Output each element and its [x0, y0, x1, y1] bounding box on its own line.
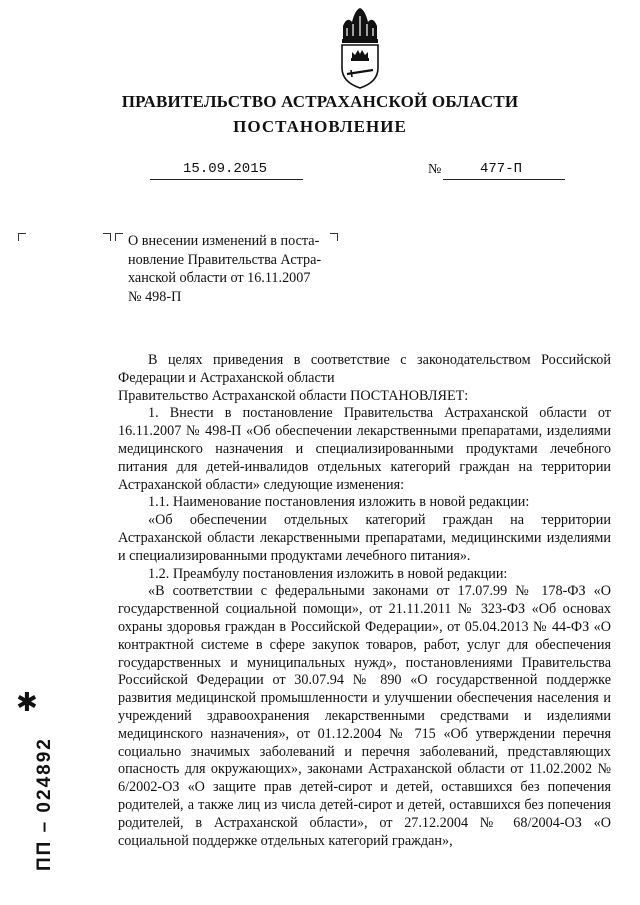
document-body [118, 352, 611, 850]
subject-line: № 498-П [128, 288, 182, 305]
body-paragraph: «В соответствии с федеральными законами от 17.07.99 № 178-ФЗ «О государственной социальной помощи», от 21.11.2011 № 323-ФЗ «Об основах охраны здоровья граждан в Российской Федерации», от 05.04.2013 № 44-ФЗ «О контрактной системе в сфере закупок товаров, работ, услуг для обеспечения государственных и муниципальных нужд», постановлениями Правительства Российской Федерации от 30.07.94 № 890 «О государственной поддержке развития медицинской промышленности и улучшении обеспечения населения и учреждений здравоохранения лекарственными средствами и изделиями медицинского назначения», от 01.12.2004 № 715 «Об утверждении перечня социально значимых заболеваний и перечня заболеваний, представляющих опасность для окружающих», законами Астраханской области от 11.02.2002 № 6/2002-ОЗ «О защите прав детей-сирот и детей, оставшихся без попечения родителей, а также лиц из числа детей-сирот и детей, оставшихся без попечения родителей, в Астраханской области», от 27.12.2004 № 68/2004-ОЗ «О социальной поддержке отдельных категорий граждан», [118, 583, 611, 849]
subject-block [128, 232, 348, 306]
document-type: ПОСТАНОВЛЕНИЕ [233, 117, 407, 136]
body-paragraph: 1.2. Преамбулу постановления изложить в новой редакции: [148, 565, 508, 582]
bracket-left-corner [115, 233, 123, 241]
serial-mark: ✱ [16, 688, 38, 718]
subject-line: О внесении изменений в поста- [128, 233, 320, 249]
bracket-right-corner [103, 233, 111, 241]
body-paragraph: В целях приведения в соответствие с законодательством Российской Федерации и Астраханской области [118, 352, 611, 386]
astrakhan-coat-of-arms-icon [337, 6, 383, 90]
body-paragraph: Правительство Астраханской области ПОСТАНОВЛЯЕТ: [118, 387, 469, 404]
serial-number: ПП – 024892 [34, 737, 55, 871]
document-number: 477-П [480, 161, 523, 177]
number-sign: № [428, 162, 442, 177]
number-underline [443, 179, 565, 180]
body-paragraph: 1. Внести в постановление Правительства Астраханской области от 16.11.2007 № 498-П «Об обеспечении лекарственными препаратами, изделиями медицинского назначения и специализированными продуктами лечебного питания для детей-инвалидов отдельных категорий граждан на территории Астраханской области» следующие изменения: [118, 405, 611, 493]
government-name: ПРАВИТЕЛЬСТВО АСТРАХАНСКОЙ ОБЛАСТИ [121, 92, 519, 111]
body-paragraph: 1.1. Наименование постановления изложить в новой редакции: [148, 494, 530, 511]
subject-line: новление Правительства Астра- [128, 251, 322, 268]
document-date: 15.09.2015 [183, 161, 268, 177]
bracket-left-corner [18, 233, 26, 241]
date-underline [150, 179, 303, 180]
subject-line: ханской области от 16.11.2007 [128, 270, 311, 287]
body-paragraph: «Об обеспечении отдельных категорий граждан на территории Астраханской области лекарственными препаратами, медицинскими изделиями и специализированными продуктами лечебного питания». [118, 512, 611, 564]
